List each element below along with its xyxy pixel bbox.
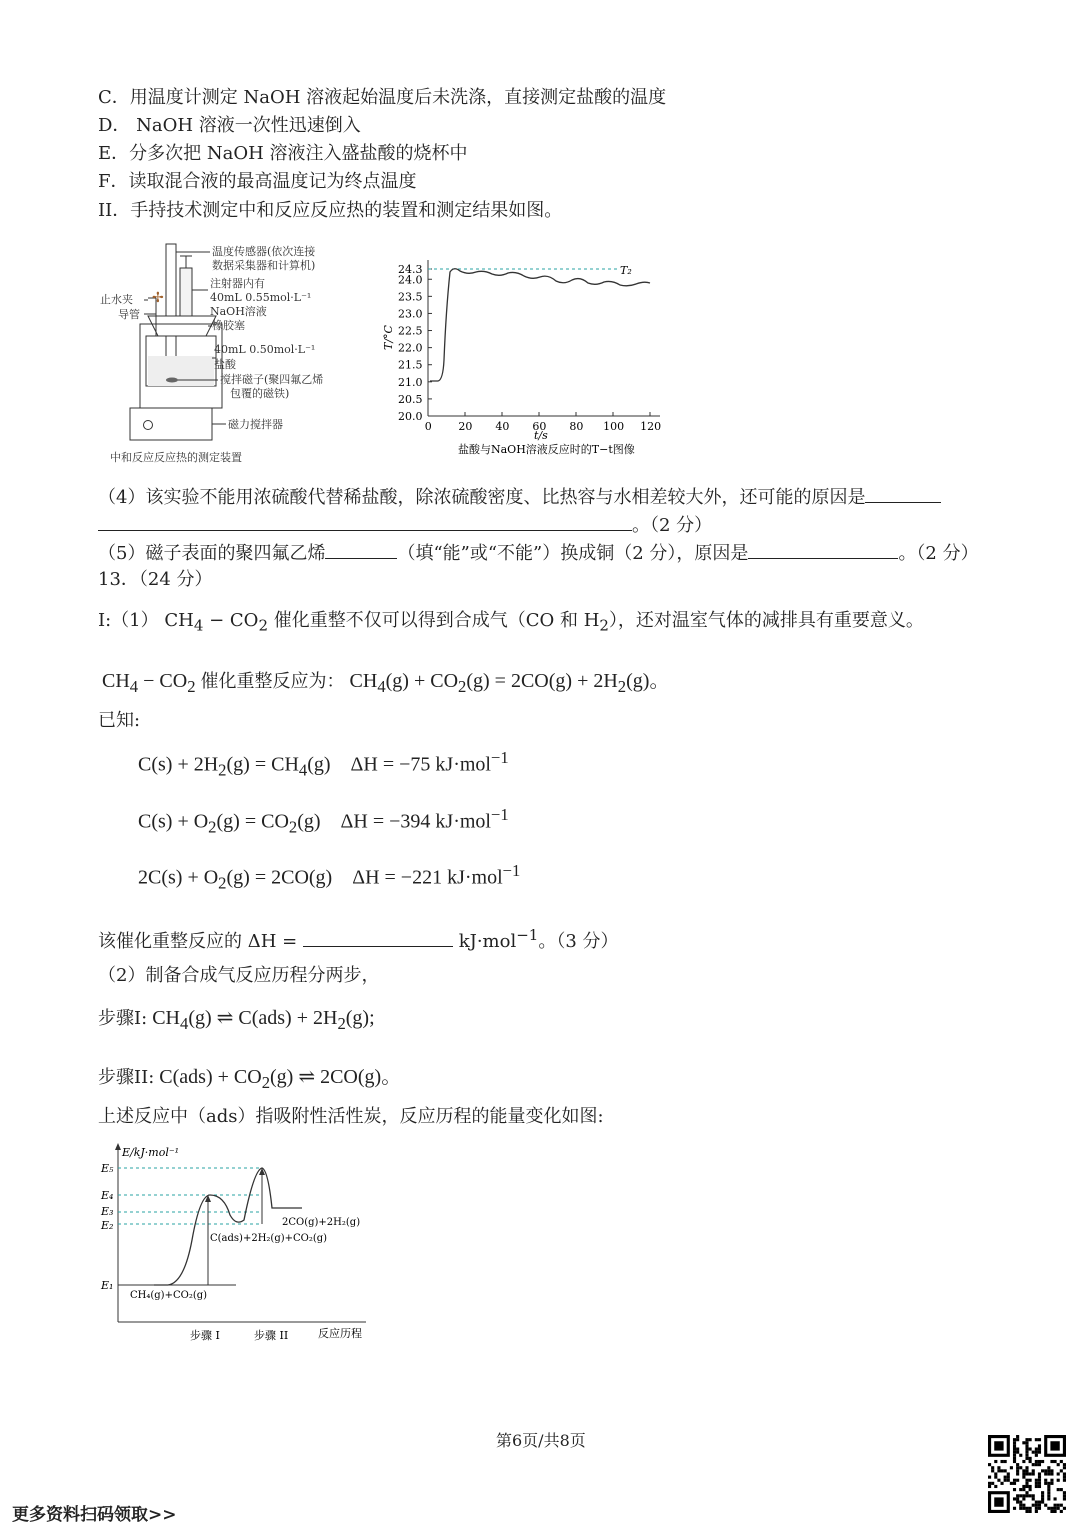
apparatus-caption: 中和反应反应热的测定装置 (110, 451, 242, 464)
x-tick-label: 120 (640, 420, 662, 433)
t2-label: T₂ (620, 264, 632, 277)
apparatus-label: 橡胶塞 (212, 319, 245, 332)
question-4-line2 (98, 512, 712, 537)
graph-caption: 盐酸与NaOH溶液反应时的T−t图像 (458, 443, 635, 456)
question-5-part-b: （填“能”或“不能”）换成铜（2 分），原因是 (397, 543, 749, 564)
y-tick-label: 24.0 (398, 273, 423, 287)
question-4-end: 。（2 分） (632, 515, 713, 536)
answer-blank[interactable] (303, 928, 453, 947)
y-tick-label: 24.3 (398, 263, 423, 276)
y-tick-label: 22.0 (398, 341, 423, 355)
part2-intro: II．手持技术测定中和反应反应热的装置和测定结果如图。 (98, 200, 563, 221)
level-e3: E₃ (101, 1205, 114, 1218)
equation-3: $2C(s) + O_2(g) = 2CO(g)$ ΔH = −221 kJ·mol$^{-1}$ (138, 861, 521, 893)
answer-blank[interactable] (748, 540, 898, 559)
option-c: C．用温度计测定 NaOH 溶液起始温度后未洗涤，直接测定盐酸的温度 (98, 87, 667, 108)
product-label: 2CO(g)+2H₂(g) (282, 1217, 361, 1228)
option-f: F．读取混合液的最高温度记为终点温度 (98, 171, 417, 192)
answer-blank[interactable] (865, 484, 941, 503)
y-tick-label: 21.5 (398, 358, 423, 372)
apparatus-label: 40mL 0.50mol·L⁻¹ (214, 343, 316, 356)
level-e5: E₅ (101, 1162, 114, 1175)
apparatus-label: 磁力搅拌器 (228, 418, 283, 431)
apparatus-label: 搅拌磁子(聚四氟乙烯 (220, 373, 324, 386)
apparatus-label: 止水夹 (100, 293, 133, 306)
answer-blank[interactable] (325, 540, 397, 559)
apparatus-label: 40mL 0.55mol·L⁻¹ (210, 291, 312, 304)
known-label: 已知: (98, 710, 141, 731)
option-e: E．分多次把 NaOH 溶液注入盛盐酸的烧杯中 (98, 143, 468, 164)
apparatus-label: 盐酸 (214, 358, 236, 371)
question-4 (98, 484, 941, 509)
step-2-equation: 步骤II: $C(ads) + CO_2(g)$ ⇌ 2CO(g)。 (98, 1066, 402, 1092)
promo-text[interactable]: 更多资料扫码领取>> (12, 1505, 177, 1525)
question-4-text: （4）该实验不能用浓硫酸代替稀盐酸，除浓硫酸密度、比热容与水相差较大外，还可能的原因是 (98, 487, 866, 508)
x-tick-label: 40 (495, 420, 510, 433)
x-tick-label: 100 (603, 420, 625, 433)
ads-note: 上述反应中（ads）指吸附性活性炭，反应历程的能量变化如图: (98, 1106, 604, 1127)
apparatus-label: 导管 (118, 308, 140, 321)
apparatus-label: 温度传感器(依次连接 (212, 245, 316, 258)
apparatus-label: 数据采集器和计算机) (212, 259, 316, 272)
y-tick-label: 22.5 (398, 324, 423, 338)
reactant-label: CH₄(g)+CO₂(g) (130, 1290, 208, 1301)
question-5 (98, 540, 979, 565)
reforming-reaction: $CH_4 - CO_2$ 催化重整反应为： $CH_4(g) + CO_2(g) = 2CO(g) + 2H_2(g)$。 (102, 670, 670, 696)
x-step1-label: 步骤 I (190, 1329, 220, 1342)
question-13-heading: 13．（24 分） (98, 569, 213, 590)
delta-h-question: 该催化重整反应的 ΔH = kJ·mol$^{-1}$。（3 分） (98, 926, 619, 952)
y-tick-label: 21.0 (398, 375, 423, 389)
level-e2: E₂ (101, 1219, 114, 1232)
level-e4: E₄ (101, 1189, 114, 1202)
x-step2-label: 步骤 II (254, 1329, 289, 1342)
answer-blank[interactable] (98, 512, 632, 531)
question-5-part-c: 。（2 分） (898, 543, 979, 564)
question-2-intro: （2）制备合成气反应历程分两步， (98, 965, 380, 986)
x-axis-label: t/s (534, 429, 548, 442)
apparatus-label: NaOH溶液 (210, 305, 267, 318)
level-e1: E₁ (101, 1279, 114, 1292)
x-tick-label: 0 (424, 420, 432, 433)
apparatus-figure (100, 238, 370, 470)
y-tick-label: 23.5 (398, 290, 423, 304)
question-5-part-a: （5）磁子表面的聚四氟乙烯 (98, 543, 326, 564)
apparatus-label: 注射器内有 (210, 277, 265, 290)
energy-diagram (96, 1140, 386, 1350)
equation-2: $C(s) + O_2(g) = CO_2(g)$ ΔH = −394 kJ·mol$^{-1}$ (138, 805, 509, 837)
intermediate-label: C(ads)+2H₂(g)+CO₂(g) (210, 1233, 328, 1244)
equation-1: $C(s) + 2H_2(g) = CH_4(g)$ ΔH = −75 kJ·mol$^{-1}$ (138, 748, 509, 780)
x-tick-label: 80 (569, 420, 584, 433)
option-d: D． NaOH 溶液一次性迅速倒入 (98, 115, 361, 136)
x-tick-label: 20 (458, 420, 473, 433)
y-tick-label: 20.5 (398, 392, 423, 406)
x-tick-label: 60 (532, 420, 547, 433)
page-number: 第6页/共8页 (496, 1431, 586, 1450)
energy-y-label: E/kJ·mol⁻¹ (122, 1146, 180, 1159)
y-tick-label: 20.0 (398, 410, 423, 423)
step-1-equation: 步骤I: $CH_4(g)$ ⇌ $C(ads) + 2H_2(g)$; (98, 1007, 375, 1033)
apparatus-label: 包覆的磁铁) (230, 387, 290, 400)
part1-intro: I:（1） $CH_4 - CO_2$ 催化重整不仅可以得到合成气（CO 和 $H_2$），还对温室气体的减排具有重要意义。 (98, 610, 924, 635)
svg-text:✢: ✢ (152, 290, 164, 306)
qr-code-icon[interactable] (988, 1435, 1066, 1513)
y-tick-label: 23.0 (398, 307, 423, 321)
y-axis-label: T/°C (382, 325, 395, 350)
x-axis-label: 反应历程 (318, 1327, 362, 1340)
temperature-graph (380, 250, 670, 460)
